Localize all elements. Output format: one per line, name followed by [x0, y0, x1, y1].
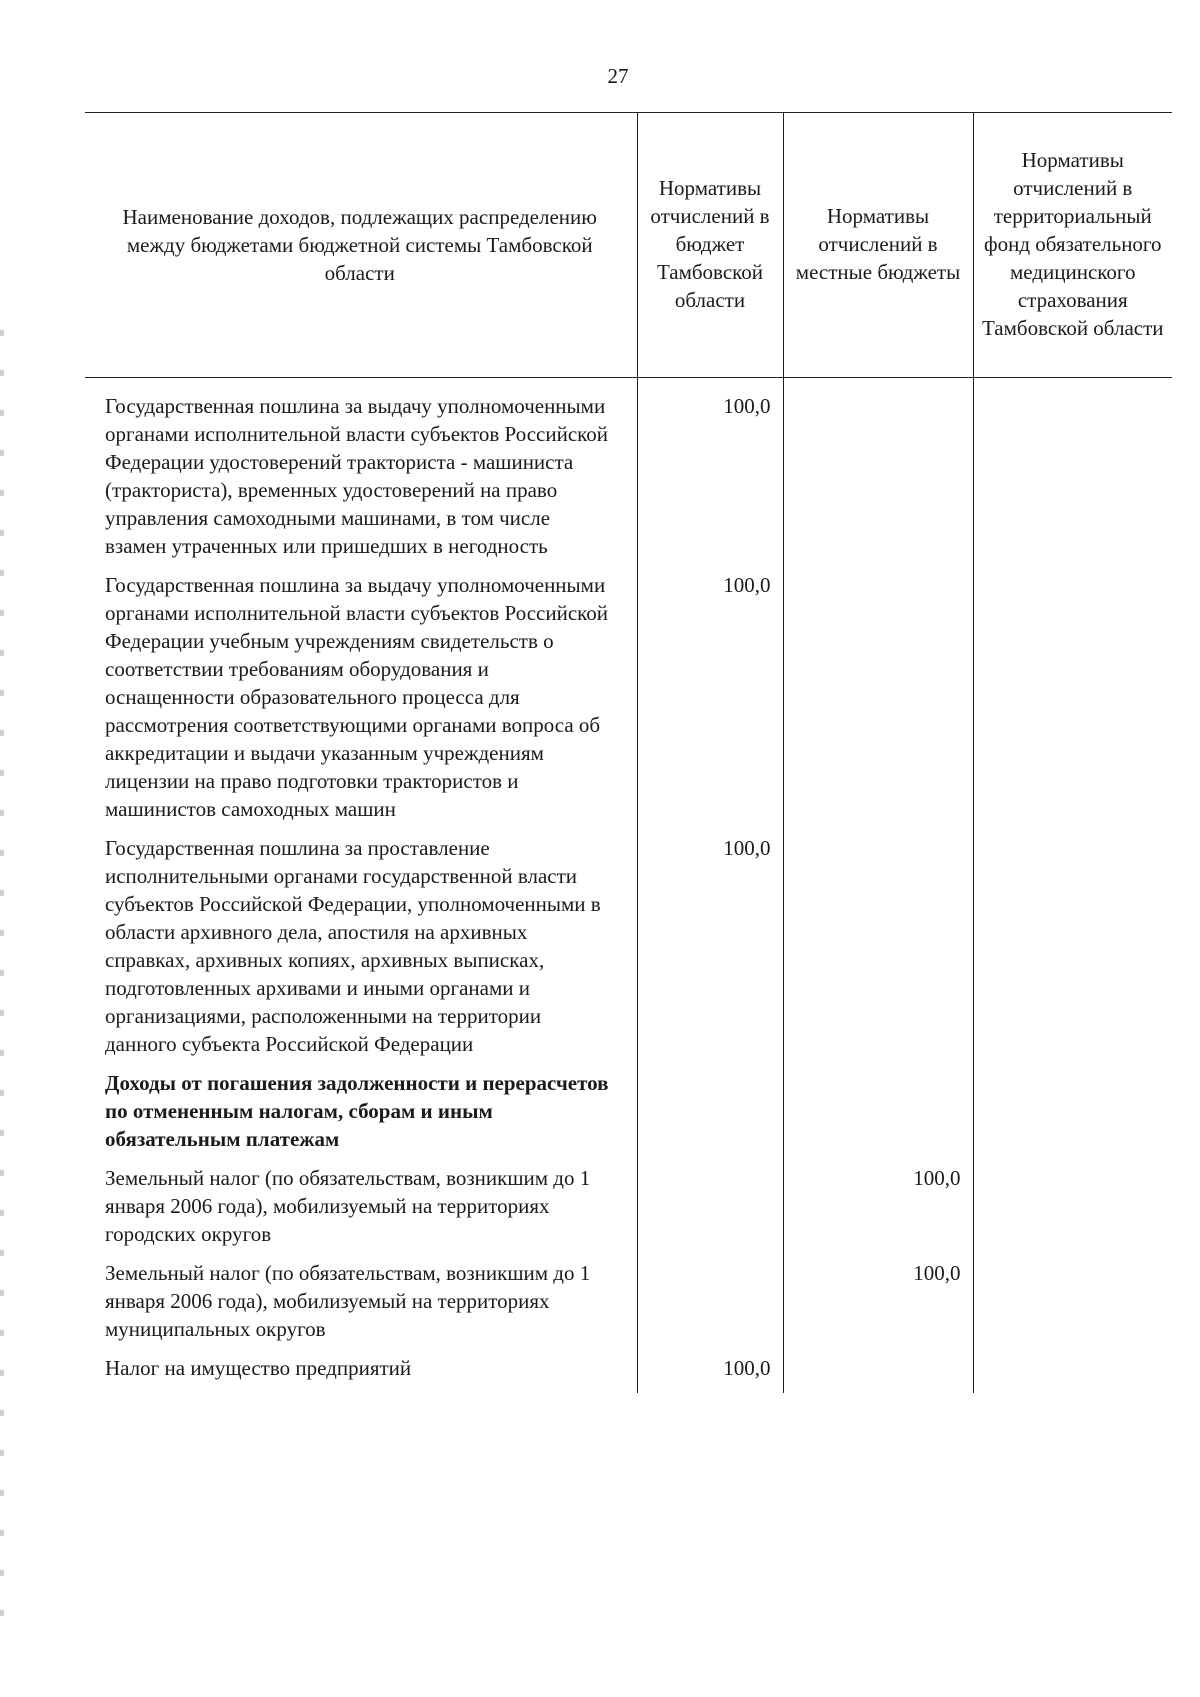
local-rate-cell — [783, 1069, 973, 1164]
regional-rate-cell: 100,0 — [637, 571, 783, 834]
local-rate-cell — [783, 378, 973, 572]
ffoms-rate-cell — [973, 834, 1172, 1069]
revenue-name-cell: Государственная пошлина за проставление исполнительными органами государственной власти субъектов Российской Федерации, уполномоченными в области архивного дела, апостиля на архивных справках, архивных копиях, архивных выписках, подготовленных архивами и иными органами и организациями, расположенными на территории данного субъекта Российской Федерации — [105, 836, 601, 1056]
revenue-section-heading: Доходы от погашения задолженности и перерасчетов по отмененным налогам, сборам и иным обязательным платежам — [105, 1071, 609, 1151]
ffoms-rate-cell — [973, 1164, 1172, 1259]
regional-rate-cell: 100,0 — [637, 1354, 783, 1393]
revenue-name-cell: Государственная пошлина за выдачу уполномоченными органами исполнительной власти субъектов Российской Федерации удостоверений тракториста - машиниста (тракториста), временных удостоверений на право управления самоходными машинами, в том числе взамен утраченных или пришедших в негодность — [105, 394, 609, 558]
ffoms-rate-cell — [973, 1259, 1172, 1354]
local-rate-cell — [783, 834, 973, 1069]
ffoms-rate-cell — [973, 378, 1172, 572]
revenue-name-cell: Земельный налог (по обязательствам, возникшим до 1 января 2006 года), мобилизуемый на территориях городских округов — [105, 1166, 591, 1246]
revenue-name-cell: Государственная пошлина за выдачу уполномоченными органами исполнительной власти субъектов Российской Федерации учебным учреждениям свидетельств о соответствии требованиям оборудования и оснащенности образовательного процесса для рассмотрения соответствующими органами вопроса об аккредитации и выдачи указанным учреждениям лицензии на право подготовки трактористов и машинистов самоходных машин — [105, 573, 609, 821]
ffoms-rate-cell — [973, 1069, 1172, 1164]
table-row — [85, 378, 1172, 572]
regional-rate-cell: 100,0 — [637, 378, 783, 572]
table-row — [85, 834, 1172, 1069]
regional-rate-cell: 100,0 — [637, 834, 783, 1069]
local-rate-cell: 100,0 — [783, 1164, 973, 1259]
header-regional-budget: Нормативы отчислений в бюджет Тамбовской области — [637, 113, 783, 378]
header-revenue-name: Наименование доходов, подлежащих распределению между бюджетами бюджетной системы Тамбовской области — [85, 113, 637, 378]
table-row — [85, 1164, 1172, 1259]
ffoms-rate-cell — [973, 571, 1172, 834]
table-row — [85, 1354, 1172, 1393]
table-row — [85, 571, 1172, 834]
table-row — [85, 1259, 1172, 1354]
regional-rate-cell — [637, 1164, 783, 1259]
table-header-row — [85, 113, 1172, 378]
header-local-budgets: Нормативы отчислений в местные бюджеты — [783, 113, 973, 378]
local-rate-cell — [783, 571, 973, 834]
regional-rate-cell — [637, 1069, 783, 1164]
header-territorial-fund: Нормативы отчислений в территориальный фонд обязательного медицинского страхования Тамбовской области — [973, 113, 1172, 378]
regional-rate-cell — [637, 1259, 783, 1354]
page-number: 27 — [607, 64, 629, 88]
table-row-section-heading — [85, 1069, 1172, 1164]
local-rate-cell — [783, 1354, 973, 1393]
revenue-name-cell: Налог на имущество предприятий — [105, 1356, 412, 1380]
ffoms-rate-cell — [973, 1354, 1172, 1393]
scan-edge-marks — [0, 330, 4, 1650]
local-rate-cell: 100,0 — [783, 1259, 973, 1354]
revenue-name-cell: Земельный налог (по обязательствам, возникшим до 1 января 2006 года), мобилизуемый на территориях муниципальных округов — [105, 1261, 591, 1341]
revenue-distribution-table — [85, 112, 1172, 1393]
